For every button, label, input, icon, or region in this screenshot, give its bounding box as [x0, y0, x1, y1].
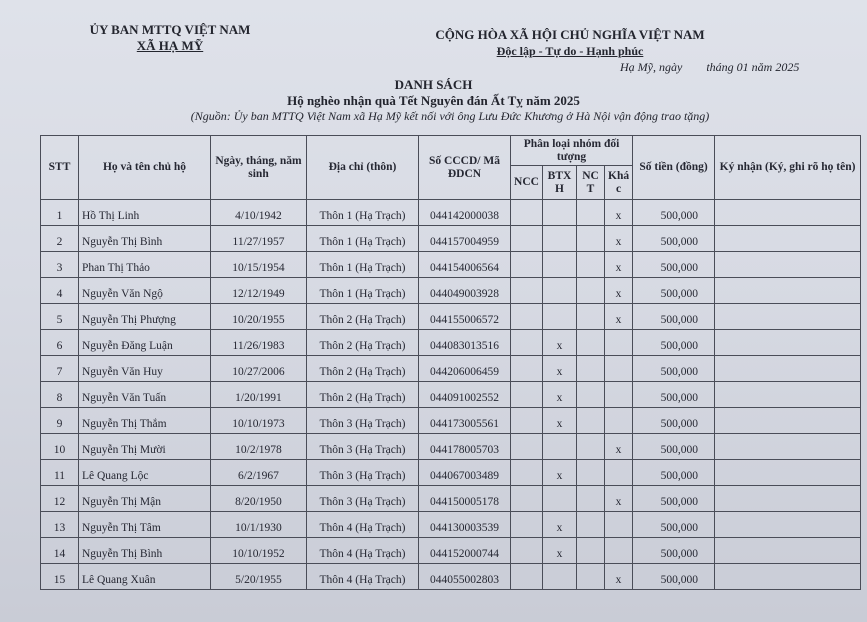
row-id: 044130003539	[419, 512, 511, 538]
row-address: Thôn 1 (Hạ Trạch)	[307, 226, 419, 252]
row-ncc	[511, 486, 543, 512]
row-nct	[577, 408, 605, 434]
row-ncc	[511, 304, 543, 330]
row-khac: x	[605, 200, 633, 226]
row-khac: x	[605, 278, 633, 304]
row-btxh: x	[543, 538, 577, 564]
row-khac: x	[605, 486, 633, 512]
row-signature	[715, 200, 861, 226]
row-id: 044142000038	[419, 200, 511, 226]
row-stt: 2	[41, 226, 79, 252]
row-name: Nguyễn Thị Mười	[79, 434, 211, 460]
row-khac	[605, 408, 633, 434]
row-khac: x	[605, 564, 633, 590]
row-address: Thôn 3 (Hạ Trạch)	[307, 486, 419, 512]
row-amount: 500,000	[633, 382, 715, 408]
national-header	[410, 26, 730, 60]
row-stt: 9	[41, 408, 79, 434]
row-ncc	[511, 356, 543, 382]
row-amount: 500,000	[633, 538, 715, 564]
row-id: 044178005703	[419, 434, 511, 460]
row-btxh	[543, 486, 577, 512]
row-dob: 1/20/1991	[211, 382, 307, 408]
row-dob: 12/12/1949	[211, 278, 307, 304]
row-btxh: x	[543, 382, 577, 408]
row-id: 044155006572	[419, 304, 511, 330]
document-title: DANH SÁCH	[394, 77, 473, 92]
table-row	[41, 564, 861, 590]
row-signature	[715, 252, 861, 278]
row-ncc	[511, 564, 543, 590]
row-id: 044055002803	[419, 564, 511, 590]
row-signature	[715, 460, 861, 486]
row-amount: 500,000	[633, 226, 715, 252]
row-amount: 500,000	[633, 356, 715, 382]
row-ncc	[511, 330, 543, 356]
row-amount: 500,000	[633, 434, 715, 460]
row-ncc	[511, 278, 543, 304]
row-signature	[715, 486, 861, 512]
row-stt: 1	[41, 200, 79, 226]
table-row	[41, 382, 861, 408]
row-address: Thôn 3 (Hạ Trạch)	[307, 434, 419, 460]
row-stt: 4	[41, 278, 79, 304]
table-row	[41, 330, 861, 356]
row-ncc	[511, 460, 543, 486]
row-khac	[605, 512, 633, 538]
date-line: Hạ Mỹ, ngày tháng 01 năm 2025	[620, 60, 800, 74]
table-row	[41, 252, 861, 278]
row-btxh	[543, 200, 577, 226]
row-address: Thôn 2 (Hạ Trạch)	[307, 330, 419, 356]
row-signature	[715, 564, 861, 590]
row-ncc	[511, 200, 543, 226]
row-dob: 5/20/1955	[211, 564, 307, 590]
row-address: Thôn 3 (Hạ Trạch)	[307, 460, 419, 486]
row-address: Thôn 2 (Hạ Trạch)	[307, 356, 419, 382]
row-khac	[605, 330, 633, 356]
row-btxh: x	[543, 512, 577, 538]
row-amount: 500,000	[633, 330, 715, 356]
row-amount: 500,000	[633, 304, 715, 330]
row-signature	[715, 408, 861, 434]
row-stt: 7	[41, 356, 79, 382]
table-row	[41, 304, 861, 330]
row-dob: 10/2/1978	[211, 434, 307, 460]
row-ncc	[511, 538, 543, 564]
row-khac	[605, 460, 633, 486]
row-signature	[715, 434, 861, 460]
row-btxh: x	[543, 330, 577, 356]
row-id: 044206006459	[419, 356, 511, 382]
table-row	[41, 512, 861, 538]
row-address: Thôn 1 (Hạ Trạch)	[307, 252, 419, 278]
row-name: Lê Quang Lộc	[79, 460, 211, 486]
row-btxh	[543, 434, 577, 460]
row-khac: x	[605, 252, 633, 278]
row-btxh	[543, 304, 577, 330]
row-address: Thôn 4 (Hạ Trạch)	[307, 538, 419, 564]
row-khac: x	[605, 226, 633, 252]
row-stt: 15	[41, 564, 79, 590]
row-id: 044173005561	[419, 408, 511, 434]
row-amount: 500,000	[633, 278, 715, 304]
header-address: Địa chỉ (thôn)	[307, 136, 419, 200]
row-ncc	[511, 512, 543, 538]
header-stt: STT	[41, 136, 79, 200]
table-row	[41, 408, 861, 434]
row-amount: 500,000	[633, 564, 715, 590]
row-btxh	[543, 564, 577, 590]
row-khac	[605, 538, 633, 564]
row-address: Thôn 3 (Hạ Trạch)	[307, 408, 419, 434]
row-ncc	[511, 252, 543, 278]
row-stt: 3	[41, 252, 79, 278]
row-name: Hồ Thị Linh	[79, 200, 211, 226]
row-signature	[715, 330, 861, 356]
header-amount: Số tiền (đồng)	[633, 136, 715, 200]
row-dob: 4/10/1942	[211, 200, 307, 226]
row-amount: 500,000	[633, 200, 715, 226]
row-name: Lê Quang Xuân	[79, 564, 211, 590]
row-btxh	[543, 226, 577, 252]
row-name: Nguyễn Văn Ngộ	[79, 278, 211, 304]
row-name: Nguyễn Thị Thắm	[79, 408, 211, 434]
row-stt: 11	[41, 460, 79, 486]
row-nct	[577, 304, 605, 330]
row-dob: 6/2/1967	[211, 460, 307, 486]
row-signature	[715, 356, 861, 382]
row-khac: x	[605, 434, 633, 460]
row-signature	[715, 538, 861, 564]
row-stt: 8	[41, 382, 79, 408]
header-name: Họ và tên chủ hộ	[79, 136, 211, 200]
row-id: 044157004959	[419, 226, 511, 252]
row-signature	[715, 226, 861, 252]
row-id: 044154006564	[419, 252, 511, 278]
row-name: Nguyễn Thị Bình	[79, 226, 211, 252]
row-nct	[577, 356, 605, 382]
row-nct	[577, 226, 605, 252]
header-nct: NC T	[577, 166, 605, 200]
row-id: 044150005178	[419, 486, 511, 512]
row-name: Nguyễn Đăng Luận	[79, 330, 211, 356]
row-btxh	[543, 278, 577, 304]
row-btxh: x	[543, 408, 577, 434]
row-stt: 6	[41, 330, 79, 356]
row-signature	[715, 512, 861, 538]
row-address: Thôn 2 (Hạ Trạch)	[307, 382, 419, 408]
table-row	[41, 278, 861, 304]
table-row	[41, 356, 861, 382]
row-btxh: x	[543, 460, 577, 486]
row-signature	[715, 304, 861, 330]
issuer-commune: XÃ HẠ MỸ	[136, 38, 204, 53]
row-id: 044083013516	[419, 330, 511, 356]
row-name: Nguyễn Thị Mận	[79, 486, 211, 512]
row-signature	[715, 382, 861, 408]
row-id: 044152000744	[419, 538, 511, 564]
row-name: Nguyễn Văn Tuấn	[79, 382, 211, 408]
row-nct	[577, 252, 605, 278]
row-dob: 10/10/1952	[211, 538, 307, 564]
row-stt: 13	[41, 512, 79, 538]
row-name: Phan Thị Thảo	[79, 252, 211, 278]
table-row	[41, 538, 861, 564]
row-nct	[577, 538, 605, 564]
row-nct	[577, 486, 605, 512]
row-address: Thôn 2 (Hạ Trạch)	[307, 304, 419, 330]
row-dob: 11/26/1983	[211, 330, 307, 356]
row-dob: 10/27/2006	[211, 356, 307, 382]
row-ncc	[511, 408, 543, 434]
row-dob: 10/15/1954	[211, 252, 307, 278]
header-khac: Khá c	[605, 166, 633, 200]
row-dob: 11/27/1957	[211, 226, 307, 252]
row-nct	[577, 382, 605, 408]
row-address: Thôn 1 (Hạ Trạch)	[307, 200, 419, 226]
header-dob: Ngày, tháng, năm sinh	[211, 136, 307, 200]
issuer-name: ỦY BAN MTTQ VIỆT NAM	[89, 22, 251, 37]
header-ncc: NCC	[511, 166, 543, 200]
document-subtitle: Hộ nghèo nhận quà Tết Nguyên đán Ất Tỵ năm 2025	[287, 93, 580, 108]
row-id: 044091002552	[419, 382, 511, 408]
row-dob: 10/20/1955	[211, 304, 307, 330]
document-source: (Nguồn: Ủy ban MTTQ Việt Nam xã Hạ Mỹ kết nối với ông Lưu Đức Khương ở Hà Nội vận động trao tặng)	[190, 109, 710, 123]
row-khac	[605, 382, 633, 408]
row-signature	[715, 278, 861, 304]
header-sign: Ký nhận (Ký, ghi rõ họ tên)	[715, 136, 861, 200]
issuer-header	[70, 22, 270, 54]
national-title: CỘNG HÒA XÃ HỘI CHỦ NGHĨA VIỆT NAM	[435, 27, 705, 42]
row-nct	[577, 460, 605, 486]
row-name: Nguyễn Văn Huy	[79, 356, 211, 382]
row-amount: 500,000	[633, 252, 715, 278]
header-btxh: BTX H	[543, 166, 577, 200]
row-khac: x	[605, 304, 633, 330]
table-row	[41, 434, 861, 460]
national-motto: Độc lập - Tự do - Hạnh phúc	[496, 44, 644, 58]
row-ncc	[511, 434, 543, 460]
row-dob: 10/10/1973	[211, 408, 307, 434]
row-btxh	[543, 252, 577, 278]
row-id: 044049003928	[419, 278, 511, 304]
row-amount: 500,000	[633, 408, 715, 434]
table-body	[41, 200, 861, 590]
row-address: Thôn 1 (Hạ Trạch)	[307, 278, 419, 304]
row-nct	[577, 330, 605, 356]
table-row	[41, 226, 861, 252]
row-dob: 8/20/1950	[211, 486, 307, 512]
row-khac	[605, 356, 633, 382]
table-row	[41, 200, 861, 226]
row-address: Thôn 4 (Hạ Trạch)	[307, 564, 419, 590]
row-id: 044067003489	[419, 460, 511, 486]
row-stt: 5	[41, 304, 79, 330]
row-nct	[577, 278, 605, 304]
recipient-table	[40, 135, 861, 590]
row-name: Nguyễn Thị Tâm	[79, 512, 211, 538]
row-stt: 10	[41, 434, 79, 460]
header-group: Phân loại nhóm đối tượng	[511, 136, 633, 166]
row-ncc	[511, 226, 543, 252]
row-stt: 14	[41, 538, 79, 564]
row-address: Thôn 4 (Hạ Trạch)	[307, 512, 419, 538]
row-name: Nguyễn Thị Bình	[79, 538, 211, 564]
row-dob: 10/1/1930	[211, 512, 307, 538]
row-nct	[577, 200, 605, 226]
row-ncc	[511, 382, 543, 408]
row-nct	[577, 512, 605, 538]
row-nct	[577, 434, 605, 460]
header-id: Số CCCD/ Mã ĐDCN	[419, 136, 511, 200]
row-amount: 500,000	[633, 460, 715, 486]
row-amount: 500,000	[633, 512, 715, 538]
row-name: Nguyễn Thị Phượng	[79, 304, 211, 330]
table-row	[41, 460, 861, 486]
row-stt: 12	[41, 486, 79, 512]
table-row	[41, 486, 861, 512]
row-nct	[577, 564, 605, 590]
row-btxh: x	[543, 356, 577, 382]
row-amount: 500,000	[633, 486, 715, 512]
